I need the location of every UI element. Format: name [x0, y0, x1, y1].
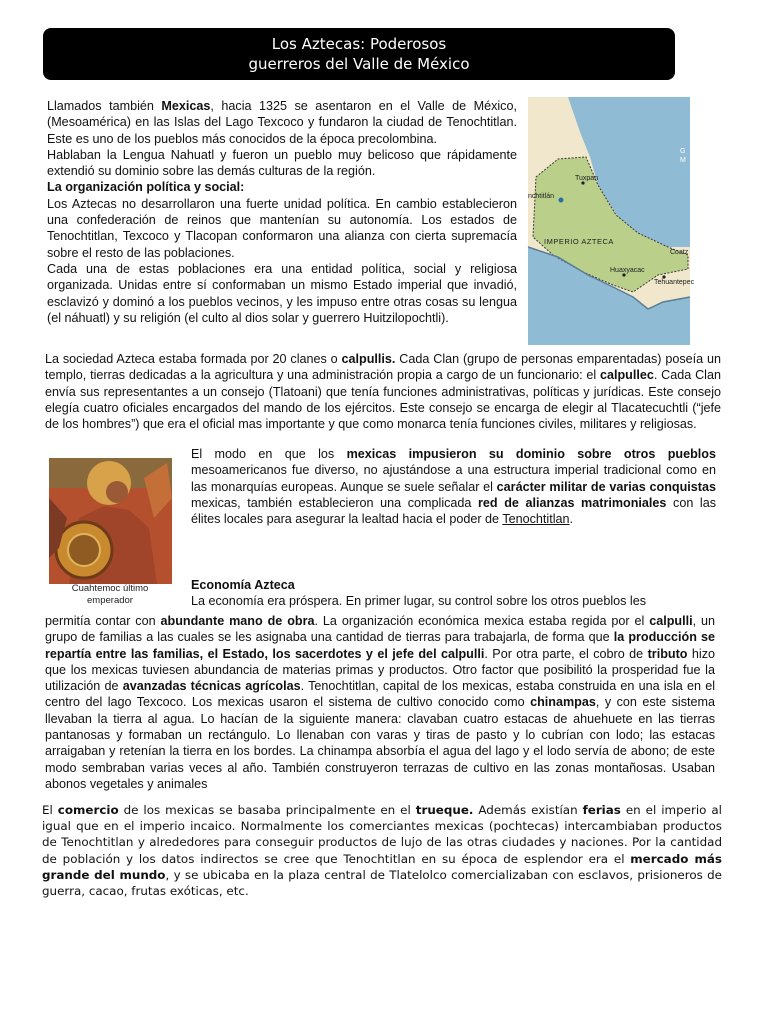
- map-label-empire: IMPERIO AZTECA: [544, 237, 614, 246]
- map-lake-texcoco: [559, 198, 564, 203]
- domination-section: [191, 446, 716, 527]
- economy-section: [45, 613, 715, 792]
- economy-paragraph: permitía contar con abundante mano de obra. La organización económica mexica estaba regida por el calpulli, un grupo de familias a las cuales se les asignaba una cantidad de tierras para trabajarla, de forma que la producción se repartía entre las familias, el Estado, los sacerdotes y el jefe del calpulli. Por otra parte, el cobro de tributo hizo que los mexicas tuviesen abundancia de materias primas y productos. Otro factor que posibilitó la prosperidad fue la utilización de avanzadas técnicas agrícolas. Tenochtitlan, capital de los mexicas, estaba construida en una isla en el centro del lago Texcoco. Los mexicas usaron el sistema de cultivo conocido como chinampas, y con este sistema llevaban la tierra al agua. Lo hacían de la siguiente manera: clavaban cuatro estacas de ahuehuete en las tierras pantanosas y formaban un rectángulo. Lo llenaban con varas y tiras de pasto y lo cubrían con lodo; las estacas arraigaban y retenían la tierra en los bordes. La chinampa absorbía el agua del lago y el lodo servía de abono; de este modo sembraban varias veces al año. También construyeron terrazas de cultivo en las zonas montañosas. Usaban abonos vegetales y animales: [45, 614, 716, 791]
- economy-heading-block: [191, 577, 716, 610]
- organization-heading: La organización política y social:: [47, 180, 245, 195]
- map-label-tuxpan: Tuxpan: [575, 175, 599, 182]
- title-line-1: Los Aztecas: Poderosos: [271, 35, 447, 53]
- cuauhtemoc-portrait: [49, 458, 172, 584]
- intro-paragraph-1: Llamados también Mexicas, hacia 1325 se asentaron en el Valle de México, (Mesoamérica) en las Islas del Lago Texcoco y fundaron la ciudad de Tenochtitlan. Este es uno de los pueblos más conocidos de la época precolombina.: [47, 99, 517, 146]
- economy-heading: Economía Azteca: [191, 578, 295, 592]
- intro-paragraph-2: Hablaban la Lengua Nahuatl y fueron un pueblo muy belicoso que rápidamente extendió su dominio sobre las demás culturas de la región.: [47, 147, 517, 179]
- economy-first-line: La economía era próspera. En primer lugar, su control sobre los otros pueblos les: [191, 594, 647, 609]
- intro-section: [47, 98, 517, 326]
- map-label-tenochtitlan: nchtitlán: [528, 193, 555, 200]
- title-banner: [43, 28, 675, 80]
- map-label-coatz: Coatz: [670, 249, 689, 256]
- title-line-2: guerreros del Valle de México: [248, 55, 470, 73]
- map-label-huaxyacac: Huaxyacac: [610, 267, 645, 274]
- domination-paragraph: El modo en que los mexicas impusieron su dominio sobre otros pueblos mesoamericanos fue diverso, no ajustándose a una estructura imperial tradicional como en las monarquías europeas. Aunque se suele señalar el carácter militar de varias conquistas mexicas, también establecieron una complicada red de alianzas matrimoniales con las élites locales para asegurar la lealtad hacia el poder de Tenochtitlan.: [191, 447, 717, 527]
- map-graphic: [528, 97, 690, 345]
- society-section: [45, 351, 721, 432]
- map-label-gulf: G M: [680, 148, 686, 164]
- portrait-image: [49, 458, 172, 584]
- commerce-paragraph: El comercio de los mexicas se basaba principalmente en el trueque. Además existían ferias en el imperio al igual que en el imperio incaico. Normalmente los comerciantes mexicas (pochtecas) intercambiaban productos de Tenochtitlan y alrededores para conseguir productos de lujo de las otras ciudades y naciones. Por la cantidad de población y los datos indirectos se cree que Tenochtitlan en su época de esplendor era el mercado más grande del mundo, y se ubicaba en la plaza central de Tlatelolco comercializaban con esclavos, prisioneros de guerra, cacao, frutas exóticas, etc.: [42, 803, 723, 899]
- aztec-empire-map: [528, 97, 695, 345]
- portrait-caption: Cuahtemoc último emperador: [71, 583, 149, 606]
- organization-paragraph-2: Cada una de estas poblaciones era una entidad política, social y religiosa organizada. Unidas entre sí conformaban un mismo Estado imperial que invadió, esclavizó y dominó a los pueblos vecinos, y les impuso entre otras cosas su lengua (el náhuatl) y su religión (el culto al dios solar y guerrero Huitzilopochtli).: [47, 261, 517, 325]
- tenochtitlan-link: Tenochtitlan: [502, 512, 570, 527]
- society-paragraph: La sociedad Azteca estaba formada por 20 clanes o calpullis. Cada Clan (grupo de personas emparentadas) poseía un templo, tierras dedicadas a la agricultura y una administración propia a cargo de un funcionario: el calpullec. Cada Clan envía sus representantes a un consejo (Tlatoani) que tenía funciones administrativas, políticas y jurídicas. Este consejo elegía cuatro oficiales encargados del mando de los ejércitos. Este consejo se encarga de elegir al Tlacatecuchtli (“jefe de los hombres”) que era el oficial mas importante y que como monarca tenía funciones civiles, militares y religiosas.: [45, 352, 721, 432]
- organization-paragraph-1: Los Aztecas no desarrollaron una fuerte unidad política. En cambio establecieron una confederación de reinos que mantenían su autonomía. Los estados de Tenochtitlan, Texcoco y Tlacopan conformaron una alianza con cierta supremacía sobre el resto de las poblaciones.: [47, 196, 517, 260]
- commerce-section: [42, 802, 722, 899]
- map-label-tehuantepec: Tehuantepec: [654, 279, 695, 286]
